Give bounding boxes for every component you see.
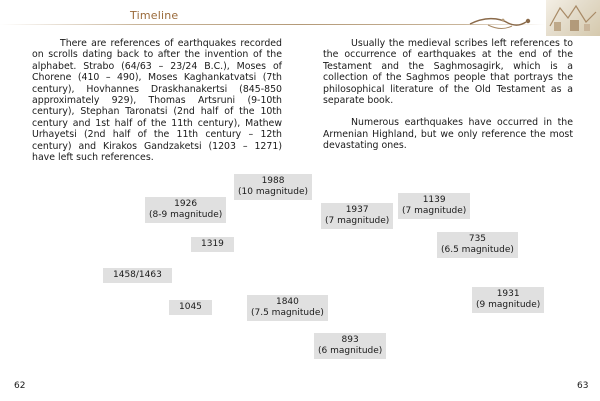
timeline-year: 1840 [275,297,299,307]
header-divider [0,24,545,25]
timeline-label-1937 [321,203,393,229]
timeline-label-1139 [398,193,470,219]
page-number-left: 62 [14,381,26,391]
timeline-magnitude: (9 magnitude) [476,300,541,310]
timeline-label-893 [314,333,386,359]
right-text-column [323,38,573,163]
left-text-column [32,38,282,174]
timeline-magnitude: (6 magnitude) [318,346,383,356]
timeline-magnitude: (7.5 magnitude) [251,308,324,318]
timeline-magnitude: (8-9 magnitude) [149,210,223,220]
timeline-magnitude: (7 magnitude) [402,206,467,216]
page-number-right: 63 [577,381,589,391]
timeline-year: 1926 [174,199,198,209]
left-paragraph: There are references of earthquakes recorded on scrolls dating back to after the invention of the alphabet. Strabo (64/63 – 23/24 B.C.), Moses of Chorene (410 – 490), Moses Kaghankatvatsi (7th century), Hovhannes Draskhanakertsi (845-850 approximately 929), Thomas Artsruni (9-10th century), Stephan Taronatsi (2nd half of the 10th century and 1st half of the 11th century), Mathew Urhayetsi (2nd half of the 11th century – 12th century) and Kirakos Gandzaketsi (1203 – 1271) have left such references. [32,38,282,164]
right-paragraph-1: Usually the medieval scribes left references to the occurrence of earthquakes at the end of the Testament and the Saghmosagirk, which is a collection of the Saghmos people that portrays the philosophical literature of the Old Testament as a separate book. [323,38,573,107]
right-paragraph-2: Numerous earthquakes have occurred in the Armenian Highland, but we only reference the most devastating ones. [323,117,573,152]
timeline-label-1840 [247,295,328,321]
timeline-label-1319 [191,237,234,252]
timeline-label-1458-1463 [103,268,172,283]
timeline-magnitude: (10 magnitude) [238,187,309,197]
timeline-label-1931 [472,287,544,313]
timeline-year: 1045 [179,302,202,312]
page-title: Timeline [130,9,179,22]
timeline-year: 1458/1463 [113,270,162,280]
timeline-year: 893 [341,335,359,345]
ornament-icon [468,14,538,34]
timeline-label-1045 [169,300,212,315]
timeline-year: 1937 [345,205,369,215]
timeline-year: 1319 [201,239,224,249]
timeline-year: 1139 [422,195,446,205]
timeline-label-735 [437,232,518,258]
timeline-year: 1988 [261,176,285,186]
timeline-year: 1931 [496,289,520,299]
corner-illustration [546,0,600,36]
timeline-magnitude: (6.5 magnitude) [441,245,514,255]
timeline-label-1988 [234,174,312,200]
timeline-magnitude: (7 magnitude) [325,216,390,226]
timeline-year: 735 [468,234,487,244]
timeline-label-1926 [145,197,226,223]
